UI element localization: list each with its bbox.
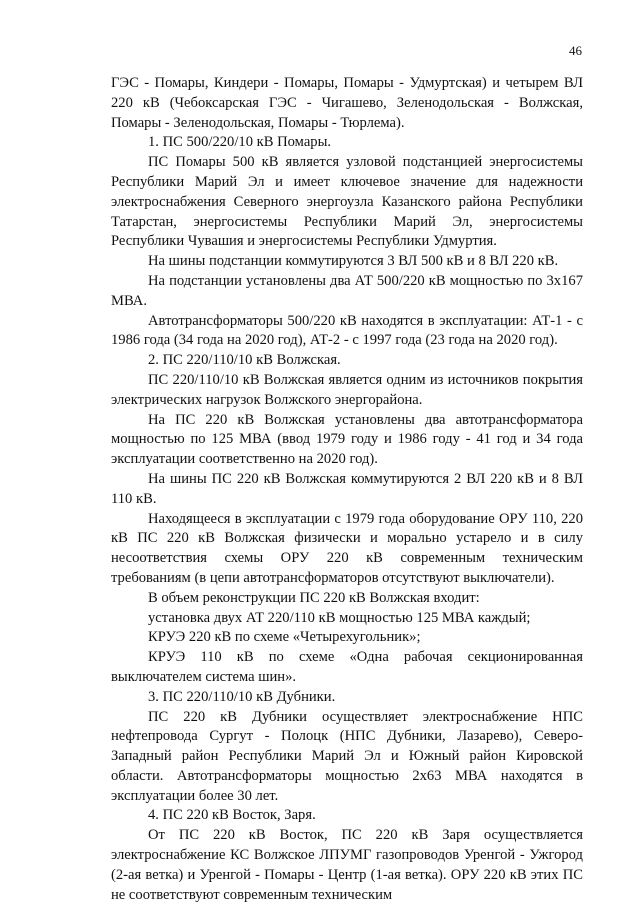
paragraph-reconstruction-scope: В объем реконструкции ПС 220 кВ Волжская входит: (148, 589, 480, 606)
heading-ps-pomary: 1. ПС 500/220/10 кВ Помары. (148, 134, 332, 151)
paragraph-volzhskaya-equipment: Находящееся в эксплуатации с 1979 года оборудование ОРУ 110, 220 кВ ПС 220 кВ Волжская физически и морально устарело и в силу несоответствия схемы ОРУ 220 кВ современным техническим требованиям (в цепи автотрансформаторов отсутствуют выключатели). (111, 510, 583, 586)
page-number: 46 (569, 43, 582, 58)
heading-ps-volzhskaya: 2. ПС 220/110/10 кВ Волжская. (148, 352, 341, 369)
paragraph-volzhskaya-description: ПС 220/110/10 кВ Волжская является одним из источников покрытия электрических нагрузок Волжского энергорайона. (111, 371, 583, 408)
paragraph-pomary-lines: На шины подстанции коммутируются 3 ВЛ 500 кВ и 8 ВЛ 220 кВ. (148, 253, 559, 270)
paragraph-continuation: ГЭС - Помары, Киндери - Помары, Помары - Удмуртская) и четырем ВЛ 220 кВ (Чебоксарская ГЭС - Чигашево, Зеленодольская - Волжская, Помары - Зеленодольская, Помары - Тюрлема). (111, 75, 583, 131)
paragraph-pomary-description: ПС Помары 500 кВ является узловой подстанцией энергосистемы Республики Марий Эл и имеет ключевое значение для надежности электроснабжения Северного энергоузла Казанского района Республики Татарстан, энергосистемы Республики Марий Эл, энергосистемы Республики Чувашия и энергосистемы Республики Удмуртия. (111, 154, 583, 250)
heading-ps-dubniki: 3. ПС 220/110/10 кВ Дубники. (148, 688, 336, 705)
paragraph-pomary-operation: Автотрансформаторы 500/220 кВ находятся в эксплуатации: АТ-1 - с 1986 года (34 года на 2020 год), АТ-2 - с 1997 года (23 года на 2020 год). (111, 312, 583, 349)
heading-ps-vostok-zarya: 4. ПС 220 кВ Восток, Заря. (148, 807, 316, 824)
paragraph-pomary-transformers: На подстанции установлены два АТ 500/220 кВ мощностью по 3х167 МВА. (111, 272, 583, 309)
paragraph-volzhskaya-transformers: На ПС 220 кВ Волжская установлены два автотрансформатора мощностью по 125 МВА (ввод 1979 году и 1986 году - 41 год и 34 года эксплуатации соответственно на 2020 год). (111, 411, 583, 468)
list-item-krue-110: КРУЭ 110 кВ по схеме «Одна рабочая секционированная выключателем система шин». (111, 649, 583, 685)
paragraph-volzhskaya-lines: На шины ПС 220 кВ Волжская коммутируются 2 ВЛ 220 кВ и 8 ВЛ 110 кВ. (111, 470, 583, 507)
document-body (111, 74, 583, 905)
list-item-autotransformers: установка двух АТ 220/110 кВ мощностью 125 МВА каждый; (148, 609, 531, 626)
paragraph-vostok-zarya-description: От ПС 220 кВ Восток, ПС 220 кВ Заря осуществляется электроснабжение КС Волжское ЛПУМГ газопроводов Уренгой - Ужгород (2-ая ветка) и Уренгой - Помары - Центр (1-ая ветка). ОРУ 220 кВ этих ПС не соответствуют современным техническим (111, 827, 583, 903)
list-item-krue-220: КРУЭ 220 кВ по схеме «Четырехугольник»; (148, 629, 421, 646)
paragraph-dubniki-description: ПС 220 кВ Дубники осуществляет электроснабжение НПС нефтепровода Сургут - Полоцк (НПС Дубники, Лазарево), Северо-Западный район Республики Марий Эл и Южный район Кировской области. Автотрансформаторы мощностью 2х63 МВА находятся в эксплуатации более 30 лет. (111, 708, 583, 804)
